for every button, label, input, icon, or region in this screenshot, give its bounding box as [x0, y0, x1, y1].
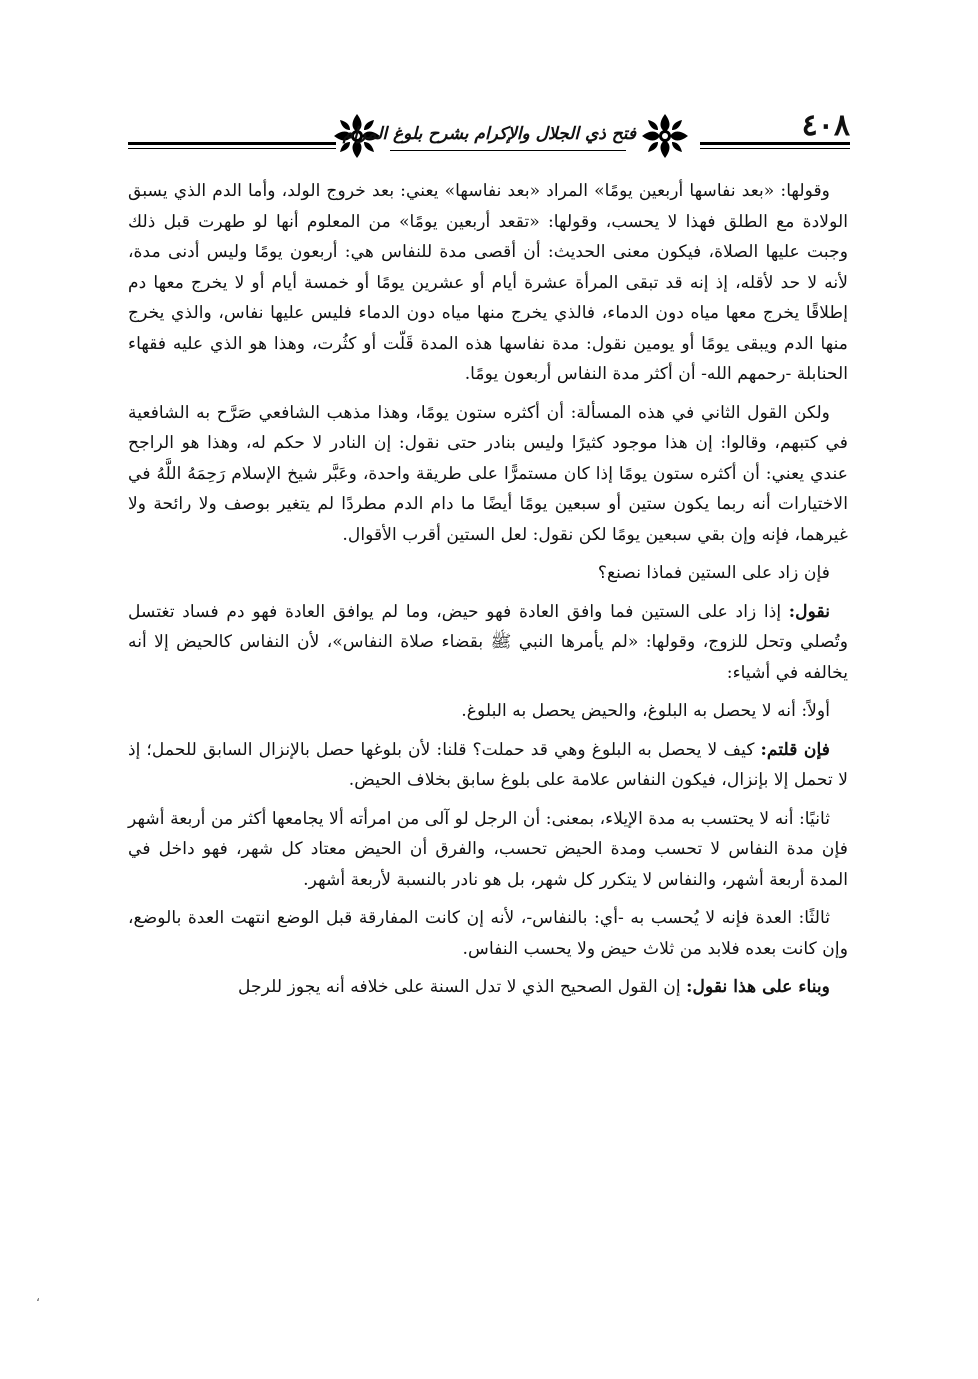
- paragraph-lead: نقول:: [788, 601, 830, 622]
- page-header: [128, 108, 850, 164]
- paragraph: أولاً: أنه لا يحصل به البلوغ، والحيض يحصل به البلوغ.: [461, 701, 830, 721]
- header-rule-right-thin: [700, 148, 850, 149]
- running-title: فتح ذي الجلال والإكرام بشرح بلوغ المرام: [342, 124, 636, 144]
- paragraph-text: كيف لا يحصل به البلوغ وهي قد حملت؟ قلنا: لأن بلوغها حصل بالإنزال السابق للحمل؛ إذ لا تحمل إلا بإنزال، فيكون النفاس علامة على بلوغ سابق بخلاف الحيض.: [128, 739, 848, 790]
- page-number: ٤٠٨: [801, 108, 850, 143]
- paragraph-text: إن القول الصحيح الذي لا تدل السنة على خلافه أنه يجوز للرجل: [238, 977, 687, 997]
- paragraph: ثالثًا: العدة فإنه لا يُحسب به -أي: بالنفاس-، لأنه إن كانت المفارقة قبل الوضع انتهت العدة بالوضع، وإن كانت بعده فلابد من ثلاث حيض ولا يحسب النفاس.: [128, 908, 848, 959]
- paragraph-lead: وبناء على هذا نقول:: [686, 977, 830, 997]
- header-title-underline: [390, 150, 626, 151]
- paragraph: ولكن القول الثاني في هذه المسألة: أن أكثره ستون يومًا، وهذا مذهب الشافعي صَرَّح به الشافعية في كتبهم، وقالوا: إن هذا موجود كثيرًا وليس بنادر حتى نقول: إن النادر لا حكم له، وهذا هو الراجح عندي يعني: أن أكثره ستون يومًا إذا كان مستمرًّا على طريقة واحدة، وعَبَّر شيخ الإسلام رَحِمَهُ اللَّهُ في الاختيارات أنه ربما يكون ستين أو سبعين يومًا أيضًا ما دام الدم مطردًا لم يتغير بوصف ولا رائحة ولا غيرهما، فإنه وإن بقي سبعين يومًا لكن نقول: لعل الستين أقرب الأقوال.: [128, 402, 848, 545]
- paragraph: ثانيًا: أنه لا يحتسب به مدة الإيلاء، بمعنى: أن الرجل لو آلى من امرأته ألا يجامعها أكثر من أربعة أشهر فإن مدة النفاس لا تحسب ومدة الحيض تحسب، والفرق أن الحيض معتاد كل شهر، فهو داخل في المدة أربعة أشهر، والنفاس لا يتكرر كل شهر، بل هو نادر بالنسبة لأربعة أشهر.: [128, 808, 848, 890]
- paragraph: فإن زاد على الستين فماذا نصنع؟: [597, 563, 830, 583]
- header-rule-left-thin: [128, 148, 336, 149]
- floral-ornament-icon: [636, 108, 694, 164]
- page-body: [128, 176, 848, 1003]
- margin-mark: ،: [36, 1290, 40, 1304]
- header-rule-left-thick: [128, 142, 336, 145]
- paragraph: وقولها: «بعد نفاسها أربعين يومًا» المراد «بعد نفاسها» يعني: بعد خروج الولد، وأما الدم الذي يسبق الولادة مع الطلق فهذا لا يحسب، وقولها: «تقعد أربعين يومًا» من المعلوم أنها لو طهرت قبل ذلك وجبت عليها الصلاة، فيكون معنى الحديث: أن أقصى مدة للنفاس هي: أربعون يومًا وليس أدنى مدة، لأنه لا حد لأقله، إذ إنه قد تبقى المرأة عشرة أيام أو عشرين يومًا أو خمسة أيام أو لا يخرج معها دم إطلاقًا يخرج معها مياه دون الدماء، فالذي يخرج منها مياه دون الدماء فليس عليها نفاس، والذي يخرج منها الدم ويبقى يومًا أو يومين نقول: مدة نفاسها هذه المدة قَلّت أو كثُرت، وهذا هو الذي عليه فقهاء الحنابلة -رحمهم الله- أن أكثر مدة النفاس أربعون يومًا.: [128, 181, 848, 384]
- paragraph-lead: فإن قلتم:: [760, 739, 831, 760]
- paragraph-text: إذا زاد على الستين فما وافق العادة فهو حيض، وما لم يوافق العادة فهو دم فساد تغتسل وتُصلي وتحل للزوج، وقولها: «لم يأمرها النبي ﷺ بقضاء صلاة النفاس»، لأن النفاس كالحيض إلا أنه يخالفه في أشياء:: [128, 601, 848, 683]
- paragraph: [128, 735, 848, 796]
- paragraph: [128, 597, 848, 689]
- paragraph: [128, 972, 848, 1003]
